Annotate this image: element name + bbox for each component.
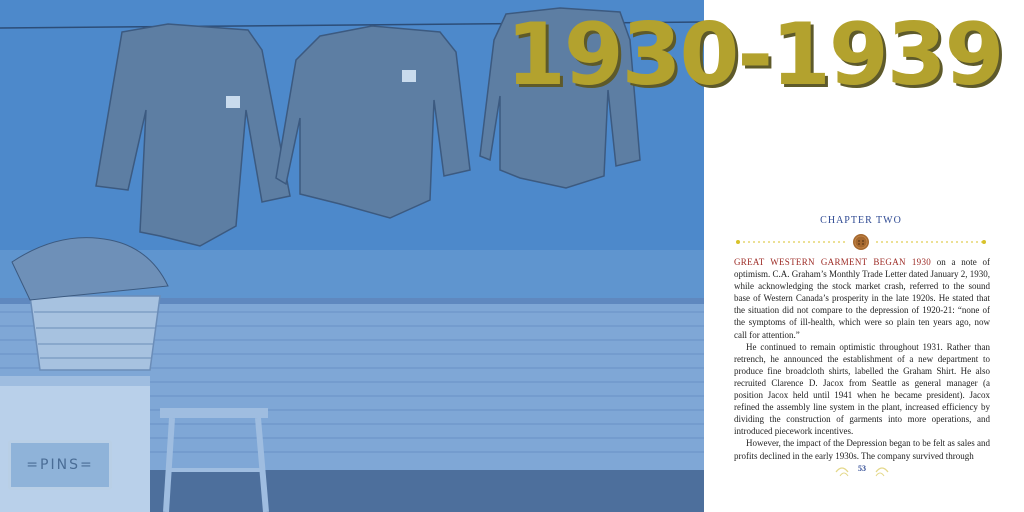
- page-number: 53: [858, 464, 866, 473]
- decade-title: 1930-1939: [506, 5, 1003, 105]
- pins-sign: =PINS=: [8, 440, 112, 490]
- paragraph-2: He continued to remain optimistic throughout 1931. Rather than retrench, he announced the establishment of a new department to produce fine broadcloth shirts, labelled the Graham Shirt. He also recruited Clarence D. Jacox from Seattle as general manager (a position Jacox held until 1941 when he became president). Jacox refined the assembly line system in the plant, increased efficiency by dividing the construction of garments into more operations, and introduced piecework incentives.: [734, 341, 990, 437]
- lead-in-text: GREAT WESTERN GARMENT BEGAN 1930: [734, 257, 932, 267]
- page-folio: [830, 458, 894, 484]
- chapter-label: CHAPTER TWO: [820, 215, 902, 226]
- chapter-body-text: [734, 256, 990, 461]
- paragraph-3: However, the impact of the Depression began to be felt as sales and profits declined in the early 1930s. The company survived through: [734, 438, 990, 461]
- paragraph-1-text: on a note of optimism. C.A. Graham’s Monthly Trade Letter dated January 2, 1930, while acknowledging the stock market crash, referred to the sound base of Western Canada’s prosperity in the late 1920s. He stated that the situation did not compare to the depression of 1920-21: “none of the symptoms of ill-health, which were so plain ten years ago, now call for attention.”: [734, 257, 990, 340]
- ornament-divider: [734, 233, 988, 251]
- paragraph-1: [734, 256, 990, 341]
